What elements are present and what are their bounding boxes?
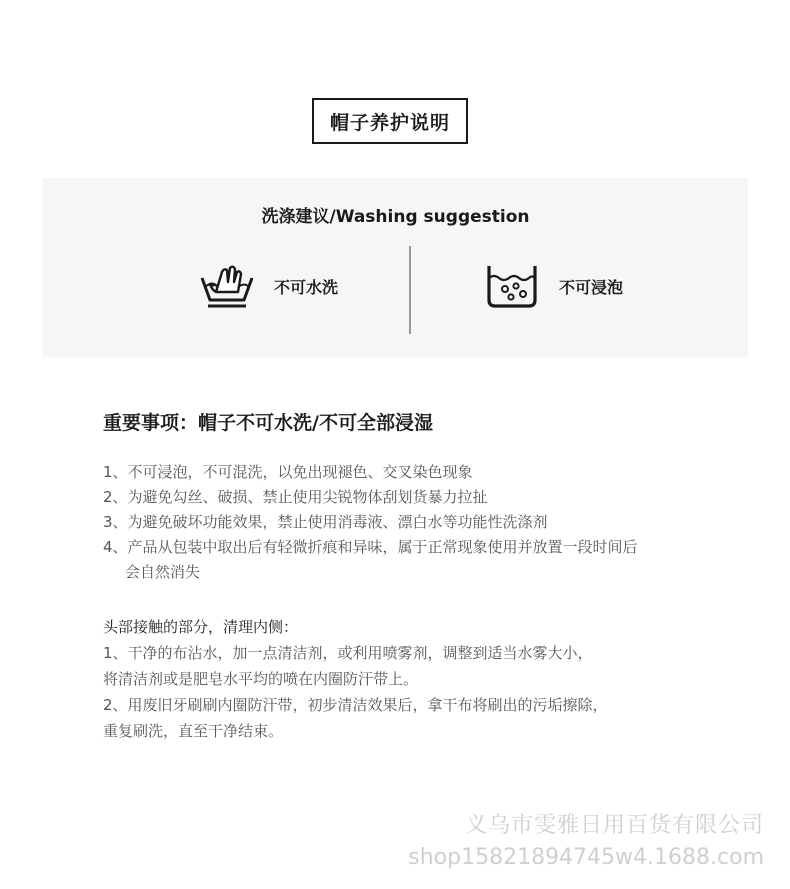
washing-suggestion-panel <box>43 178 748 357</box>
no-soak-icon <box>483 262 541 310</box>
cleaning-line: 重复刷洗，直至干净结束。 <box>103 722 284 740</box>
notice-list <box>103 460 743 585</box>
wash-item-no-hand-wash <box>198 262 338 310</box>
no-soak-label: 不可浸泡 <box>559 277 624 297</box>
no-hand-wash-icon <box>198 262 256 310</box>
washing-heading: 洗涤建议/Washing suggestion <box>261 207 530 227</box>
cleaning-line: 2、用废旧牙刷刷内圈防汗带，初步清洁效果后，拿干布将刷出的污垢擦除， <box>103 696 608 714</box>
notice-item: 4、产品从包装中取出后有轻微折痕和异味，属于正常现象使用并放置一段时间后 <box>103 538 638 556</box>
page-title-box <box>312 98 468 144</box>
cleaning-heading: 头部接触的部分，清理内侧： <box>103 618 299 636</box>
notice-item-continuation: 会自然消失 <box>125 563 201 581</box>
watermark-company: 义乌市雯雅日用百货有限公司 <box>464 813 764 838</box>
wash-item-no-soak <box>483 262 623 310</box>
notice-item: 2、为避免勾丝、破损、禁止使用尖锐物体刮划货暴力拉扯 <box>103 488 488 506</box>
notice-item: 3、为避免破坏功能效果，禁止使用消毒液、漂白水等功能性洗涤剂 <box>103 513 548 531</box>
no-hand-wash-label: 不可水洗 <box>274 277 339 297</box>
notice-item: 1、不可浸泡，不可混洗，以免出现褪色、交叉染色现象 <box>103 463 473 481</box>
cleaning-instructions <box>103 614 743 744</box>
notice-heading: 重要事项：帽子不可水洗/不可全部浸湿 <box>103 412 433 434</box>
cleaning-line: 将清洁剂或是肥皂水平均的喷在内圈防汗带上。 <box>103 670 419 688</box>
page-title: 帽子养护说明 <box>329 111 450 134</box>
cleaning-line: 1、干净的布沾水，加一点清洁剂，或利用喷雾剂，调整到适当水雾大小， <box>103 644 593 662</box>
watermark-url: shop1582189474​5w4.1688.com <box>408 845 764 870</box>
panel-divider <box>409 246 411 334</box>
